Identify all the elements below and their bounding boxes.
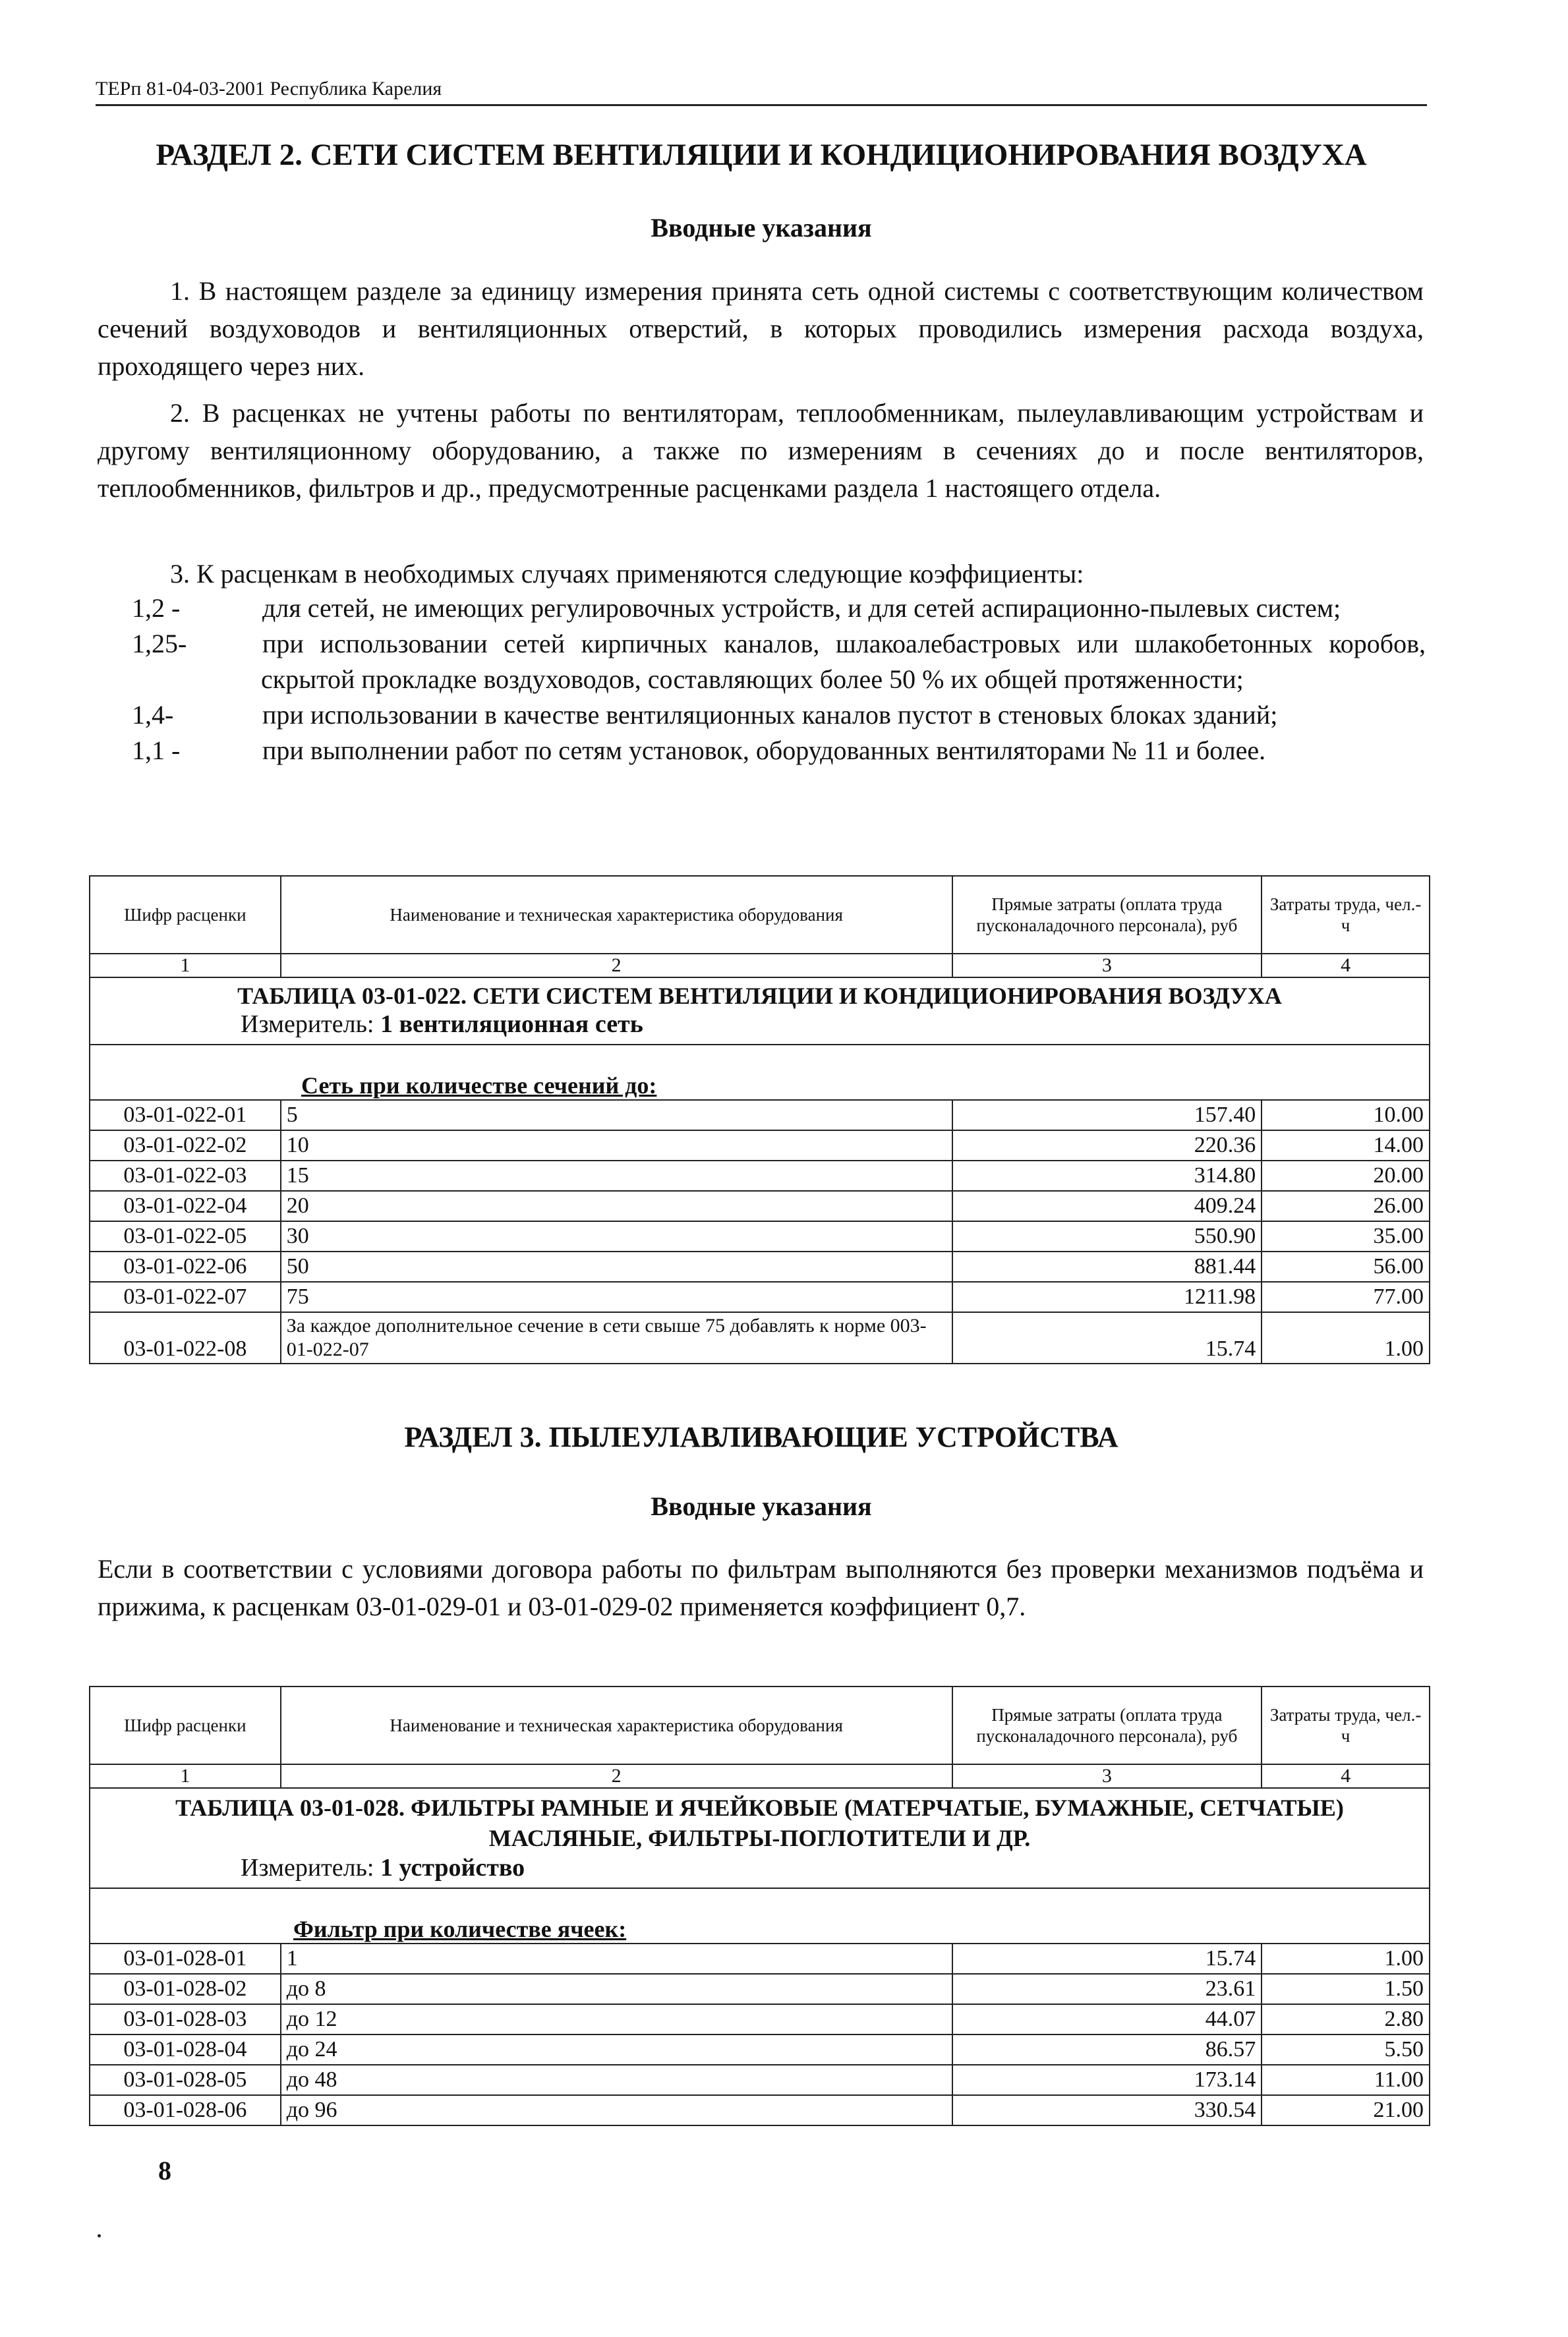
rates-table-03-01-028 bbox=[89, 1686, 1430, 2126]
table-measure: Измеритель: 1 вентиляционная сеть bbox=[241, 1010, 643, 1038]
column-header: Шифр расценки bbox=[90, 1687, 281, 1764]
page-number: 8 bbox=[158, 2156, 171, 2185]
section-3-paragraph: Если в соответствии с условиями договора работы по фильтрам выполняются без проверки механизмов подъёма и прижима, к расценкам 03-01-029-01 и 03-01-029-02 применяется коэффициент 0,7. bbox=[98, 1554, 1424, 1621]
column-number-row: 1 2 3 4 bbox=[90, 1764, 1430, 1788]
column-number-row: 1 2 3 4 bbox=[90, 954, 1430, 977]
coefficient-item: 1,25- при использовании сетей кирпичных каналов, шлакоалебастровых или шлакобетонных коробов, скрытой прокладке воздуховодов, составляющих более 50 % их общей протяженности; bbox=[132, 629, 1426, 694]
table-row: 03-01-022-02 10 220.36 14.00 bbox=[90, 1130, 1430, 1161]
section-2-paragraph-2: 2. В расценках не учтены работы по вентиляторам, теплообменникам, пылеулавливающим устройствам и другому вентиляционному оборудованию, а также по измерениям в сечениях до и после вентиляторов, теплообменников, фильтров и др., предусмотренные расценками раздела 1 настоящего отдела. bbox=[98, 398, 1424, 503]
table-row: 03-01-028-01 1 15.74 1.00 bbox=[90, 1944, 1430, 1974]
table-row: 03-01-028-02 до 8 23.61 1.50 bbox=[90, 1974, 1430, 2004]
column-header: Наименование и техническая характеристика оборудования bbox=[281, 1687, 952, 1764]
running-header: ТЕРп 81-04-03-2001 Республика Карелия bbox=[96, 78, 1427, 106]
group-label: Фильтр при количестве ячеек: bbox=[293, 1916, 627, 1942]
rates-table-03-01-022 bbox=[89, 875, 1430, 1364]
coefficient-item: 1,4- при использовании в качестве вентиляционных каналов пустот в стеновых блоках зданий; bbox=[132, 700, 1278, 730]
group-label: Сеть при количестве сечений до: bbox=[301, 1072, 657, 1099]
coefficient-item: 1,1 - при выполнении работ по сетям установок, оборудованных вентиляторами № 11 и более. bbox=[132, 736, 1266, 765]
column-header: Прямые затраты (оплата труда пусконаладочного персонала), руб bbox=[952, 1687, 1262, 1764]
table-row: 03-01-028-05 до 48 173.14 11.00 bbox=[90, 2065, 1430, 2095]
table-title-row bbox=[90, 977, 1430, 1045]
table-row: 03-01-022-05 30 550.90 35.00 bbox=[90, 1221, 1430, 1252]
table-group-row bbox=[90, 1888, 1430, 1944]
table-row: 03-01-022-07 75 1211.98 77.00 bbox=[90, 1282, 1430, 1312]
table-row: 03-01-022-04 20 409.24 26.00 bbox=[90, 1191, 1430, 1221]
section-2-title: РАЗДЕЛ 2. СЕТИ СИСТЕМ ВЕНТИЛЯЦИИ И КОНДИЦИОНИРОВАНИЯ ВОЗДУХА bbox=[156, 138, 1367, 172]
table-title: ТАБЛИЦА 03-01-022. СЕТИ СИСТЕМ ВЕНТИЛЯЦИИ И КОНДИЦИОНИРОВАНИЯ ВОЗДУХА bbox=[237, 983, 1282, 1009]
column-header: Шифр расценки bbox=[90, 876, 281, 954]
table-row: 03-01-022-08 За каждое дополнительное сечение в сети свыше 75 добавлять к норме 003-01-022-07 15.74 1.00 bbox=[90, 1312, 1430, 1364]
table-row: 03-01-022-06 50 881.44 56.00 bbox=[90, 1252, 1430, 1282]
coefficient-item: 1,2 - для сетей, не имеющих регулировочных устройств, и для сетей аспирационно-пылевых систем; bbox=[132, 593, 1341, 623]
coefficient-list bbox=[132, 591, 1426, 768]
table-measure: Измеритель: 1 устройство bbox=[241, 1854, 525, 1882]
section-2-paragraph-3: 3. К расценкам в необходимых случаях применяются следующие коэффициенты: bbox=[170, 559, 1084, 589]
table-title-row bbox=[90, 1788, 1430, 1888]
table-row: 03-01-022-03 15 314.80 20.00 bbox=[90, 1161, 1430, 1191]
table-row: 03-01-022-01 5 157.40 10.00 bbox=[90, 1100, 1430, 1130]
column-header: Затраты труда, чел.-ч bbox=[1262, 876, 1430, 954]
table-header-row bbox=[90, 876, 1430, 954]
table-row: 03-01-028-04 до 24 86.57 5.50 bbox=[90, 2034, 1430, 2065]
scan-speck bbox=[98, 2234, 101, 2237]
column-header: Прямые затраты (оплата труда пусконаладочного персонала), руб bbox=[952, 876, 1262, 954]
column-header: Наименование и техническая характеристика оборудования bbox=[281, 876, 952, 954]
table-header-row bbox=[90, 1687, 1430, 1764]
section-3-intro-heading: Вводные указания bbox=[651, 1491, 872, 1521]
table-row: 03-01-028-06 до 96 330.54 21.00 bbox=[90, 2095, 1430, 2125]
section-3-title: РАЗДЕЛ 3. ПЫЛЕУЛАВЛИВАЮЩИЕ УСТРОЙСТВА bbox=[404, 1421, 1118, 1453]
section-2-paragraph-1: 1. В настоящем разделе за единицу измерения принята сеть одной системы с соответствующим количеством сечений воздуховодов и вентиляционных отверстий, в которых проводились измерения расхода воздуха, проходящего через них. bbox=[98, 276, 1424, 381]
table-group-row bbox=[90, 1045, 1430, 1100]
table-title: ТАБЛИЦА 03-01-028. ФИЛЬТРЫ РАМНЫЕ И ЯЧЕЙКОВЫЕ (МАТЕРЧАТЫЕ, БУМАЖНЫЕ, СЕТЧАТЫЕ) МАСЛЯНЫЕ, ФИЛЬТРЫ-ПОГЛОТИТЕЛИ И ДР. bbox=[175, 1795, 1344, 1851]
column-header: Затраты труда, чел.-ч bbox=[1262, 1687, 1430, 1764]
table-row: 03-01-028-03 до 12 44.07 2.80 bbox=[90, 2004, 1430, 2034]
section-2-intro-heading: Вводные указания bbox=[651, 213, 872, 243]
